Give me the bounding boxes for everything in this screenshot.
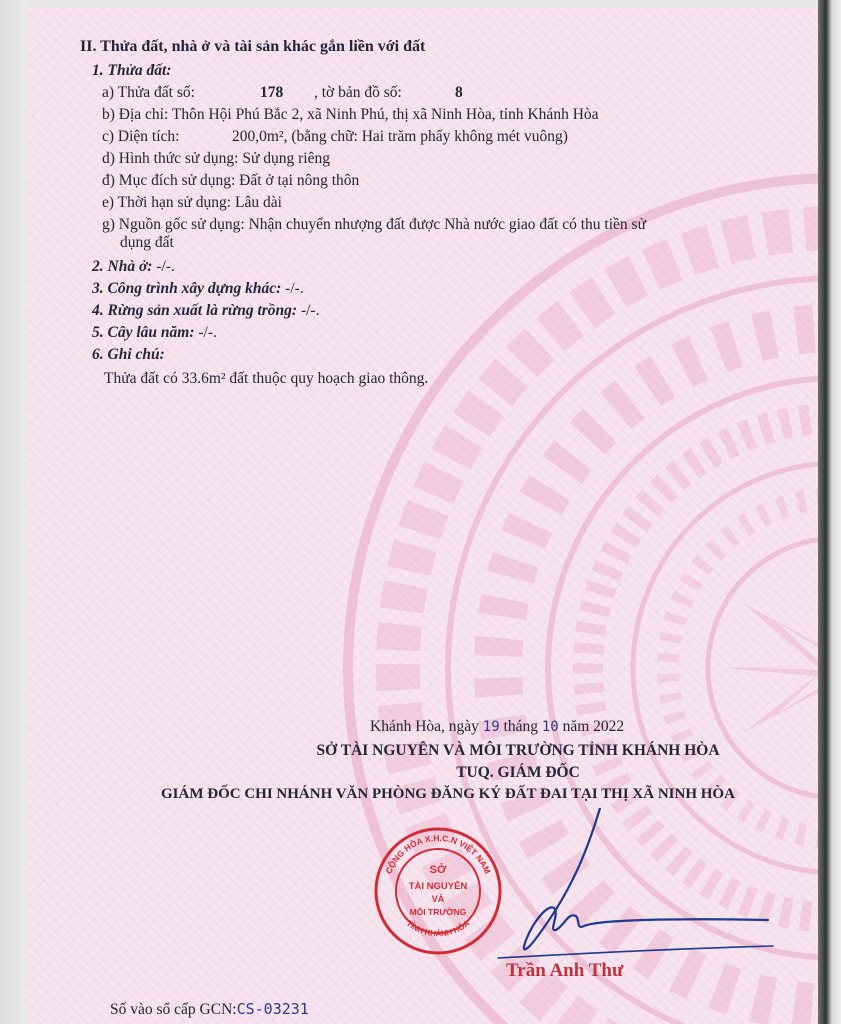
forest-value: -/-. xyxy=(297,302,320,319)
section-title: II. Thửa đất, nhà ở và tài sản khác gắn liền với đất xyxy=(80,38,426,55)
scan-right-edge xyxy=(818,0,841,1024)
place-date-prefix: Khánh Hòa, ngày xyxy=(370,718,483,735)
handwritten-signature xyxy=(468,808,778,968)
registry-number: CS-03231 xyxy=(236,1000,309,1018)
land-heading: 1. Thửa đất: xyxy=(92,62,172,79)
map-label: , tờ bản đồ số: xyxy=(314,84,402,101)
year-label: năm 2022 xyxy=(558,718,625,735)
date-month: 10 xyxy=(541,719,559,735)
seal-bottom-text: TỈNH KHÁNH HÒA xyxy=(404,918,472,939)
use-form-line: d) Hình thức sử dụng: Sử dụng riêng xyxy=(102,150,330,167)
certificate-page xyxy=(28,8,818,1024)
certificate-content xyxy=(28,8,818,1024)
perennial-label: 5. Cây lâu năm: xyxy=(92,324,195,341)
perennial-value: -/-. xyxy=(194,324,217,341)
seal-line-2: TÀI NGUYÊN xyxy=(408,881,468,892)
construction-label: 3. Công trình xây dựng khác: xyxy=(92,280,282,297)
area-value: 200,0m², (bằng chữ: Hai trăm phẩy không mét vuông) xyxy=(232,128,568,145)
house-item xyxy=(92,258,175,276)
term-line: e) Thời hạn sử dụng: Lâu dài xyxy=(102,194,282,211)
seal-line-4: MÔI TRƯỜNG xyxy=(409,907,467,917)
notes-label: 6. Ghi chú: xyxy=(92,346,165,363)
proxy-title: TUQ. GIÁM ĐỐC xyxy=(456,764,580,781)
place-date-line xyxy=(370,718,624,736)
director-title: GIÁM ĐỐC CHI NHÁNH VĂN PHÒNG ĐĂNG KÝ ĐẤT ĐAI TẠI THỊ XÃ NINH HÒA xyxy=(161,786,735,802)
svg-text:TỈNH KHÁNH HÒA xyxy=(405,919,472,939)
construction-item xyxy=(92,280,304,298)
seal-line-1: SỞ xyxy=(429,864,447,876)
map-number: 8 xyxy=(455,84,463,101)
notes-text: Thửa đất có 33.6m² đất thuộc quy hoạch giao thông. xyxy=(104,370,429,387)
perennial-item xyxy=(92,324,217,342)
forest-item xyxy=(92,302,319,320)
month-label: tháng xyxy=(499,718,542,735)
construction-value: -/-. xyxy=(281,280,304,297)
origin-line-1: g) Nguồn gốc sử dụng: Nhận chuyển nhượng đất được Nhà nước giao đất có thu tiền sử xyxy=(102,216,646,233)
parcel-label: a) Thửa đất số: xyxy=(102,84,195,101)
registry-label: Số vào sổ cấp GCN: xyxy=(110,1001,237,1018)
house-label: 2. Nhà ở: xyxy=(92,258,153,275)
origin-line-2: dụng đất xyxy=(120,234,174,251)
registry-line xyxy=(110,1000,309,1019)
purpose-line: đ) Mục đích sử dụng: Đất ở tại nông thôn xyxy=(102,172,360,189)
signer-name: Trần Anh Thư xyxy=(506,960,624,981)
date-day: 19 xyxy=(482,719,500,735)
parcel-number: 178 xyxy=(260,84,284,101)
seal-line-3: VÀ xyxy=(431,894,445,904)
area-label: c) Diện tích: xyxy=(102,128,180,145)
address-line: b) Địa chỉ: Thôn Hội Phú Bắc 2, xã Ninh Phú, thị xã Ninh Hòa, tỉnh Khánh Hòa xyxy=(102,106,599,123)
scan-left-margin xyxy=(0,0,28,1024)
seal-ring-text: CỘNG HÒA X.H.C.N VIỆT NAM xyxy=(383,832,493,876)
house-value: -/-. xyxy=(152,258,175,275)
office-name: SỞ TÀI NGUYÊN VÀ MÔI TRƯỜNG TỈNH KHÁNH HÒA xyxy=(316,742,720,759)
forest-label: 4. Rừng sản xuất là rừng trồng: xyxy=(92,302,298,319)
